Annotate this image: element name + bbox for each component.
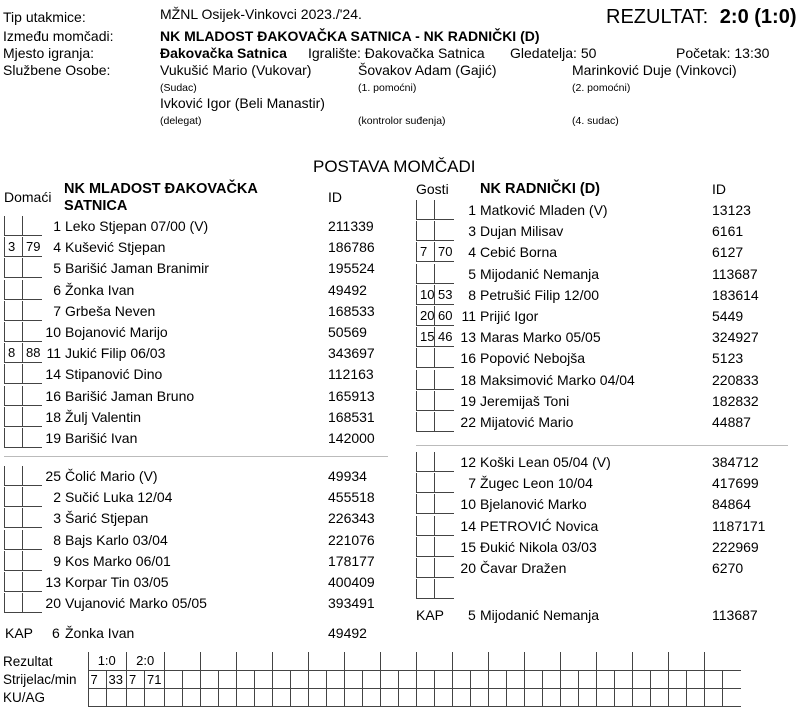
player-name: Dujan Milisav <box>480 223 564 240</box>
sub-in-number-box <box>416 370 434 390</box>
away-captain-label: KAP <box>416 607 445 623</box>
venue-label: Mjesto igranja: <box>3 45 95 61</box>
score-cell: 1:0 <box>88 652 126 670</box>
player-name: Žonka Ivan <box>65 281 135 298</box>
player-name: Bjelanović Marko <box>480 496 587 513</box>
score-cell <box>453 652 489 670</box>
sub-in-number-box: 15 <box>416 327 434 347</box>
player-number: 8 <box>468 286 476 303</box>
sub-in-number-box: 3 <box>4 237 22 257</box>
sub-in-number-box <box>4 487 22 507</box>
player-name: Grbeša Neven <box>65 302 156 319</box>
player-number: 12 <box>460 454 476 470</box>
sub-in-number-box <box>416 494 434 514</box>
score-cell <box>417 652 453 670</box>
player-name: Maksimović Marko 04/04 <box>480 371 635 388</box>
player-id: 384712 <box>712 454 759 470</box>
home-id-header: ID <box>328 189 342 205</box>
player-id: 220833 <box>712 371 759 388</box>
score-cell <box>669 652 705 670</box>
home-side-label: Domaći <box>4 189 52 205</box>
home-team-name-line2: SATNICA <box>64 198 128 214</box>
result-heading <box>606 6 797 29</box>
player-number: 7 <box>53 302 61 319</box>
sub-in-number-box <box>416 452 434 472</box>
player-number: 8 <box>53 531 61 548</box>
player-number: 14 <box>45 366 61 383</box>
player-number: 1 <box>53 218 61 234</box>
player-id: 142000 <box>328 430 375 446</box>
player-number: 20 <box>45 595 61 612</box>
player-id: 178177 <box>328 552 375 569</box>
player-name: Šarić Stjepan <box>65 510 149 527</box>
player-name: Popović Nebojša <box>480 350 586 367</box>
player-name: Leko Stjepan 07/00 (V) <box>65 218 209 234</box>
player-id: 455518 <box>328 489 375 506</box>
away-captain-number: 5 <box>468 607 476 623</box>
player-name: Prijić Igor <box>480 308 539 324</box>
scorer-cell: 33 <box>106 670 126 688</box>
player-id: 324927 <box>712 329 759 346</box>
score-cell <box>237 652 273 670</box>
sub-in-number-box <box>4 466 22 486</box>
sub-minute-box: 53 <box>434 285 454 305</box>
sub-in-number-box <box>416 516 434 536</box>
officials-label: Službene Osobe: <box>3 62 111 78</box>
kuag-row-label: KU/AG <box>3 689 46 705</box>
home-captain-label: KAP <box>5 625 34 641</box>
player-name: Korpar Tin 03/05 <box>65 574 169 590</box>
player-id: 49492 <box>328 281 367 298</box>
player-id: 6270 <box>712 560 744 576</box>
player-name: Bajs Karlo 03/04 <box>65 531 168 548</box>
sub-in-number-box: 8 <box>4 343 22 363</box>
player-name: Petrušić Filip 12/00 <box>480 286 600 303</box>
player-id: 113687 <box>712 265 758 282</box>
player-name: Barišić Jaman Branimir <box>65 260 209 277</box>
player-name: Čolić Mario (V) <box>65 468 158 484</box>
player-number: 4 <box>468 244 476 261</box>
player-number: 10 <box>45 324 61 340</box>
player-number: 14 <box>460 517 476 534</box>
player-name: Đukić Nikola 03/03 <box>480 538 597 555</box>
score-cell <box>273 652 309 670</box>
score-cell <box>489 652 525 670</box>
player-number: 22 <box>460 414 476 430</box>
player-name: Kos Marko 06/01 <box>65 552 171 569</box>
player-number: 10 <box>460 496 476 513</box>
sub-minute-box: 79 <box>22 237 42 257</box>
player-id: 13123 <box>712 202 751 218</box>
player-id: 84864 <box>712 496 751 513</box>
score-cell <box>201 652 237 670</box>
official-fourth-role: (4. sudac) <box>572 115 619 127</box>
kuag-row <box>0 688 741 706</box>
result-row-label: Rezultat <box>3 653 53 669</box>
sub-in-number-box <box>416 200 434 220</box>
home-team-name-line1: NK MLADOST ĐAKOVAČKA <box>64 181 258 197</box>
player-id: 50569 <box>328 324 367 340</box>
away-captain-id: 113687 <box>712 607 758 623</box>
player-name: Barišić Jaman Bruno <box>65 387 195 404</box>
player-name: Jukić Filip 06/03 <box>65 345 166 362</box>
player-name: Jeremijaš Toni <box>480 392 570 409</box>
player-id: 400409 <box>328 574 375 590</box>
player-number <box>446 579 476 600</box>
result-grid <box>0 652 741 707</box>
player-id: 393491 <box>328 595 375 612</box>
player-id: 195524 <box>328 260 375 277</box>
player-id: 5449 <box>712 308 744 324</box>
player-number: 6 <box>53 281 61 298</box>
sub-in-number-box <box>416 348 434 368</box>
sub-in-number-box <box>4 551 22 571</box>
player-number: 5 <box>468 265 476 282</box>
official-controller-role: (kontrolor suđenja) <box>358 115 446 127</box>
player-number: 13 <box>45 574 61 590</box>
player-number: 18 <box>460 371 476 388</box>
player-id: 222969 <box>712 538 759 555</box>
player-number: 3 <box>53 510 61 527</box>
official-referee-role: (Sudac) <box>160 82 197 94</box>
scorer-row-label: Strijelac/min <box>3 671 77 687</box>
player-id: 168531 <box>328 408 375 425</box>
sub-in-number-box <box>4 593 22 613</box>
player-name: Stipanović Dino <box>65 366 163 383</box>
venue-value: Đakovačka Satnica <box>160 45 287 61</box>
player-number: 7 <box>468 475 476 492</box>
player-name: Vujanović Marko 05/05 <box>65 595 207 612</box>
spectators-value: Gledatelja: 50 <box>510 45 597 61</box>
player-id: 5123 <box>712 350 744 367</box>
home-captain-id: 49492 <box>328 625 367 641</box>
player-number: 4 <box>53 239 61 256</box>
official-delegate-name: Ivković Igor (Beli Manastir) <box>160 95 325 111</box>
player-number: 2 <box>53 489 61 506</box>
player-id: 186786 <box>328 239 375 256</box>
score-cell <box>345 652 381 670</box>
score-cell <box>525 652 561 670</box>
player-id: 221076 <box>328 531 375 548</box>
sub-in-number-box <box>4 407 22 427</box>
kickoff-value: Početak: 13:30 <box>676 45 770 61</box>
sub-in-number-box <box>416 537 434 557</box>
official-assistant2-name: Marinković Duje (Vinkovci) <box>572 62 737 78</box>
player-id: 112163 <box>328 366 374 383</box>
player-name: Koški Lean 05/04 (V) <box>480 454 611 470</box>
player-number: 3 <box>468 223 476 240</box>
scorer-cell: 7 <box>88 670 106 688</box>
player-id: 168533 <box>328 302 375 319</box>
tip-label: Tip utakmice: <box>3 9 86 25</box>
sub-in-number-box <box>4 572 22 592</box>
player-name: Kušević Stjepan <box>65 239 166 256</box>
sub-in-number-box <box>4 216 22 236</box>
player-name: PETROVIĆ Novica <box>480 517 599 534</box>
scorer-row <box>0 670 741 688</box>
sub-in-number-box <box>4 508 22 528</box>
player-number: 18 <box>45 408 61 425</box>
score-cell <box>381 652 417 670</box>
sub-in-number-box <box>4 364 22 384</box>
score-cell <box>165 652 201 670</box>
home-separator <box>4 456 388 457</box>
scorer-cell: 71 <box>144 670 164 688</box>
sub-minute-box: 70 <box>434 242 454 262</box>
official-delegate-role: (delegat) <box>160 115 202 127</box>
score-cell <box>633 652 669 670</box>
home-captain-number: 6 <box>52 625 60 641</box>
player-name: Matković Mladen (V) <box>480 202 608 218</box>
official-referee-name: Vukušić Mario (Vukovar) <box>160 62 312 78</box>
player-id: 6161 <box>712 223 744 240</box>
player-number: 19 <box>45 430 61 446</box>
player-number: 9 <box>53 552 61 569</box>
score-cell <box>561 652 597 670</box>
player-number: 19 <box>460 392 476 409</box>
player-name: Cebić Borna <box>480 244 558 261</box>
player-number: 13 <box>460 329 476 346</box>
sub-minute-box: 60 <box>434 306 454 326</box>
player-number: 5 <box>53 260 61 277</box>
player-id: 49934 <box>328 468 367 484</box>
pitch-value: Igralište: Đakovačka Satnica <box>308 45 485 61</box>
player-name: Čavar Dražen <box>480 560 567 576</box>
match-teams: NK MLADOST ĐAKOVAČKA SATNICA - NK RADNIČKI (D) <box>160 28 540 44</box>
score-cell <box>705 652 741 670</box>
player-number: 16 <box>460 350 476 367</box>
sub-in-number-box <box>416 264 434 284</box>
sub-in-number-box <box>416 558 434 578</box>
player-id: 1187171 <box>712 517 766 534</box>
sub-minute-box: 46 <box>434 327 454 347</box>
player-id: 44887 <box>712 414 751 430</box>
sub-in-number-box <box>4 301 22 321</box>
sub-in-number-box <box>4 322 22 342</box>
sub-in-number-box <box>416 579 434 599</box>
sub-in-number-box: 7 <box>416 242 434 262</box>
sub-in-number-box <box>416 412 434 432</box>
player-name: Barišić Ivan <box>65 430 138 446</box>
sub-in-number-box <box>416 391 434 411</box>
player-name: Žugec Leon 10/04 <box>480 475 593 492</box>
sub-in-number-box: 20 <box>416 306 434 326</box>
score-cell <box>597 652 633 670</box>
official-assistant2-role: (2. pomoćni) <box>572 82 631 94</box>
official-assistant1-role: (1. pomoćni) <box>358 82 417 94</box>
player-number: 15 <box>460 538 476 555</box>
player-name: Maras Marko 05/05 <box>480 329 601 346</box>
player-id: 182832 <box>712 392 759 409</box>
competition-name: MŽNL Osijek-Vinkovci 2023./'24. <box>160 6 362 22</box>
player-id: 6127 <box>712 244 744 261</box>
player-number: 11 <box>46 345 61 362</box>
sub-in-number-box <box>4 428 22 448</box>
between-label: Između momčadi: <box>3 28 114 44</box>
result-row <box>0 652 741 670</box>
away-separator <box>416 445 788 446</box>
player-id: 165913 <box>328 387 375 404</box>
player-number: 25 <box>45 468 61 484</box>
result-label: REZULTAT: <box>606 6 709 28</box>
score-cell <box>309 652 345 670</box>
sub-in-number-box <box>416 473 434 493</box>
away-side-label: Gosti <box>416 181 449 197</box>
sub-in-number-box: 10 <box>416 285 434 305</box>
scorer-cell: 7 <box>126 670 144 688</box>
player-name: Mijodanić Nemanja <box>480 265 600 282</box>
player-id: 417699 <box>712 475 759 492</box>
away-captain-name: Mijodanić Nemanja <box>480 607 600 623</box>
home-captain-name: Žonka Ivan <box>65 625 135 641</box>
player-id: 183614 <box>712 286 759 303</box>
player-number: 20 <box>460 560 476 576</box>
lineup-title: POSTAVA MOMČADI <box>313 157 476 176</box>
official-assistant1-name: Šovakov Adam (Gajić) <box>358 62 497 78</box>
player-id: 211339 <box>328 218 374 234</box>
sub-in-number-box <box>4 386 22 406</box>
sub-in-number-box <box>4 280 22 300</box>
sub-minute-box: 88 <box>22 343 42 363</box>
player-name: Bojanović Marijo <box>65 324 168 340</box>
sub-in-number-box <box>4 258 22 278</box>
sub-in-number-box <box>4 530 22 550</box>
away-team-name: NK RADNIČKI (D) <box>480 181 601 197</box>
player-number: 16 <box>45 387 61 404</box>
player-number: 11 <box>461 308 476 324</box>
player-name: Mijatović Mario <box>480 414 574 430</box>
sub-in-number-box <box>416 221 434 241</box>
away-id-header: ID <box>712 181 726 197</box>
player-id: 226343 <box>328 510 375 527</box>
score-cell: 2:0 <box>126 652 164 670</box>
player-name: Žulj Valentin <box>65 408 142 425</box>
player-number: 1 <box>468 202 476 218</box>
player-name: Sučić Luka 12/04 <box>65 489 173 506</box>
player-id: 343697 <box>328 345 375 362</box>
result-value: 2:0 (1:0) <box>719 6 797 28</box>
